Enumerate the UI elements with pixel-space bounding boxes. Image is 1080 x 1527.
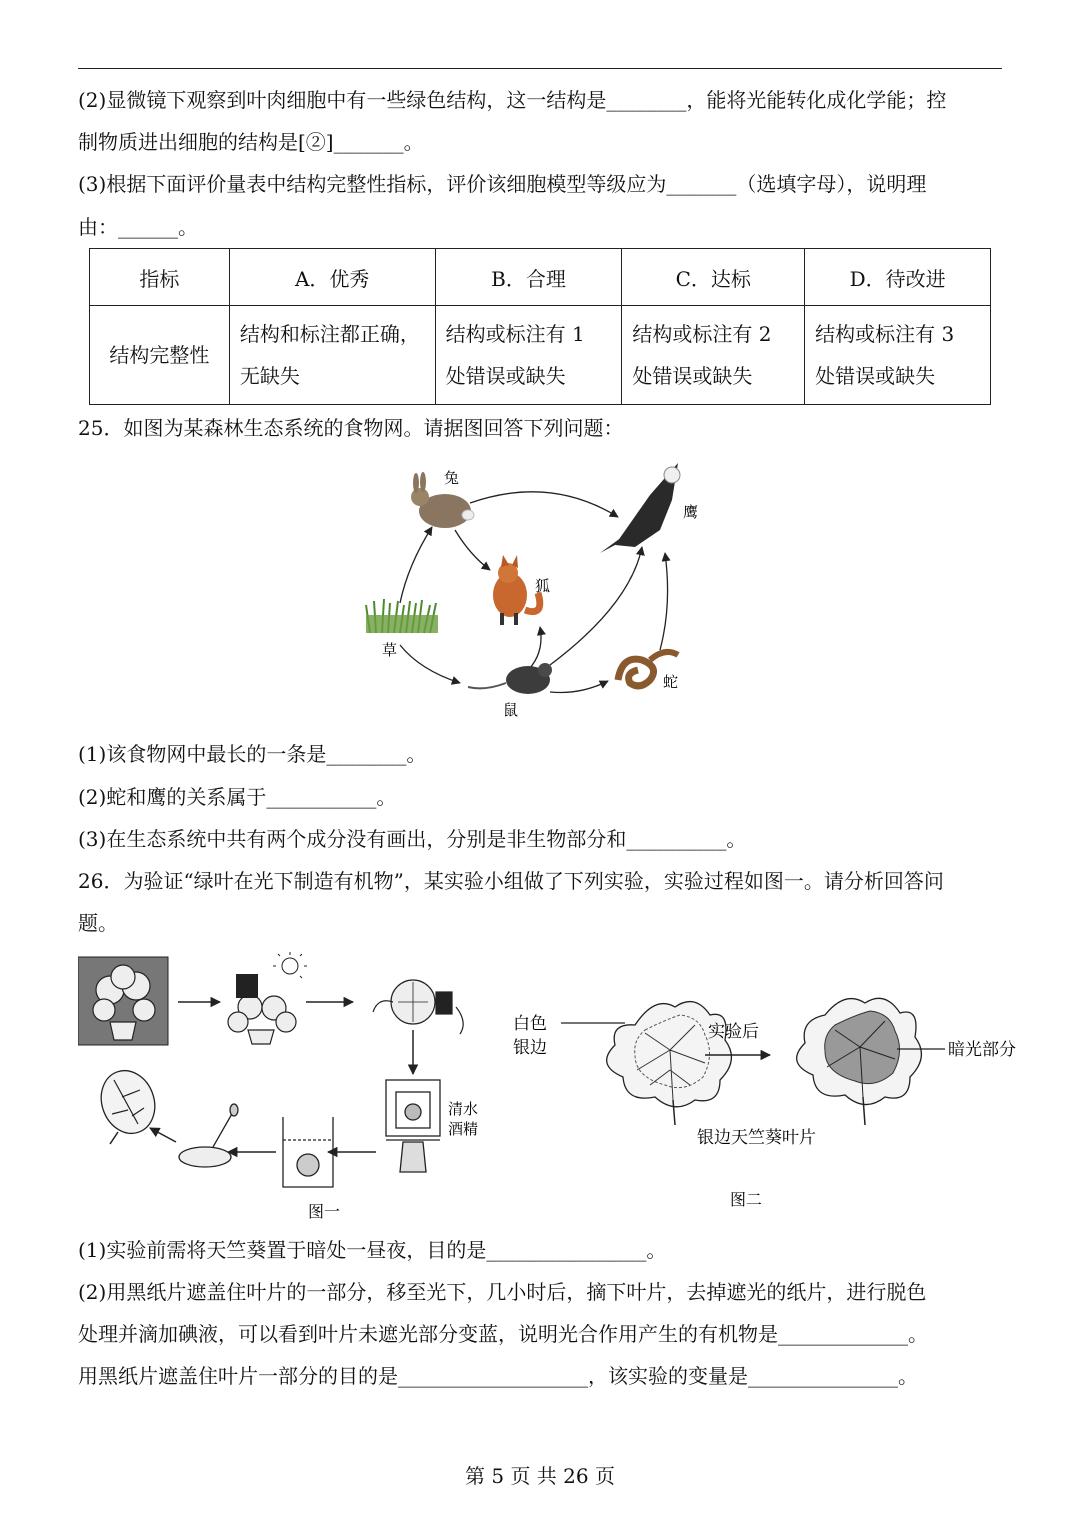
q25-q1: (1)该食物网中最长的一条是________。 (78, 742, 427, 766)
q24-line-4: 由：______。 (78, 215, 198, 239)
q24-line-1: (2)显微镜下观察到叶肉细胞中有一些绿色结构，这一结构是________，能将光能转化成化学能；控 (78, 88, 947, 112)
rubric-header-c: C．达标 (622, 249, 805, 306)
figure-2-variegated-leaf (505, 985, 1030, 1215)
q26-q2-line-1: (2)用黑纸片遮盖住叶片的一部分，移至光下，几小时后，摘下叶片，去掉遮光的纸片，进行脱色 (78, 1280, 927, 1304)
q26-stem-line-2: 题。 (78, 911, 118, 935)
mouse-label: 鼠 (503, 701, 519, 719)
arrow-grass-rabbit (400, 527, 432, 603)
rabbit-icon (411, 472, 474, 528)
arrow-grass-mouse (400, 645, 460, 683)
sunlight-plant-icon (228, 952, 307, 1044)
rubric-cell-b: 结构或标注有 1 处错误或缺失 (435, 306, 622, 405)
q26-q1: (1)实验前需将天竺葵置于暗处一昼夜，目的是________________。 (78, 1238, 667, 1262)
q24-line-2: 制物质进出细胞的结构是[②]_______。 (78, 130, 424, 154)
rubric-row-label: 结构完整性 (90, 306, 230, 405)
eagle-icon (600, 463, 680, 553)
arrow-mouse-snake (550, 681, 608, 693)
leaf-after-icon (797, 998, 922, 1125)
q26-q2-line-2: 处理并滴加碘液，可以看到叶片未遮光部分变蓝，说明光合作用产生的有机物是_____________。 (78, 1322, 928, 1346)
iodine-drop-icon (179, 1104, 238, 1167)
arrow-snake-eagle (660, 553, 668, 650)
result-leaf-icon (93, 1063, 164, 1144)
leaf-picking-icon (373, 980, 463, 1034)
arrow-mouse-eagle (550, 547, 642, 665)
page-footer: 第 5 页 共 26 页 (465, 1464, 615, 1488)
q26-q2-line-3: 用黑纸片遮盖住叶片一部分的目的是___________________，该实验的变量是_______________。 (78, 1364, 918, 1388)
alcohol-label: 酒精 (448, 1120, 479, 1138)
eagle-label: 鹰 (683, 503, 699, 521)
rubric-header-indicator: 指标 (90, 249, 230, 306)
food-web-diagram (360, 455, 720, 720)
fox-icon (493, 555, 540, 625)
grass-label: 草 (382, 641, 398, 659)
rubric-header-row (90, 249, 991, 306)
figure-1-experiment-process (78, 952, 488, 1227)
water-label: 清水 (448, 1100, 479, 1118)
q25-stem: 25．如图为某森林生态系统的食物网。请据图回答下列问题： (78, 416, 624, 440)
after-experiment-label: 实验后 (708, 1022, 759, 1042)
q24-line-3: (3)根据下面评价量表中结构完整性指标，评价该细胞模型等级应为_______（选填字母），说明理 (78, 172, 927, 196)
rubric-cell-a: 结构和标注都正确， 无缺失 (229, 306, 435, 405)
water-bath-alcohol-icon (386, 1080, 440, 1172)
evaluation-rubric-table (89, 248, 991, 405)
leaf-name-label: 银边天竺葵叶片 (697, 1128, 816, 1148)
rubric-header-d: D．待改进 (805, 249, 991, 306)
q26-stem-line-1: 26．为验证“绿叶在光下制造有机物”，某实验小组做了下列实验，实验过程如图一。请分析回答问 (78, 869, 944, 893)
q25-q3: (3)在生态系统中共有两个成分没有画出，分别是非生物部分和__________。 (78, 827, 747, 851)
q25-q2: (2)蛇和鹰的关系属于___________。 (78, 785, 397, 809)
rubric-row-structure (90, 306, 991, 405)
figure-1-caption: 图一 (308, 1202, 341, 1221)
dark-part-label: 暗光部分 (948, 1040, 1016, 1060)
snake-label: 蛇 (663, 673, 679, 691)
arrow-rabbit-fox (455, 530, 490, 570)
leaf-before-icon (607, 1002, 732, 1125)
arrow-rabbit-eagle (470, 492, 618, 517)
rubric-header-b: B．合理 (435, 249, 622, 306)
dark-box-plant-icon (78, 957, 168, 1045)
rubric-header-a: A．优秀 (229, 249, 435, 306)
header-rule (78, 68, 1002, 69)
white-edge-label-2: 银边 (513, 1038, 547, 1058)
rubric-cell-c: 结构或标注有 2 处错误或缺失 (622, 306, 805, 405)
rabbit-label: 兔 (444, 469, 460, 487)
mouse-icon (468, 663, 552, 694)
rubric-cell-d: 结构或标注有 3 处错误或缺失 (805, 306, 991, 405)
grass-icon (366, 599, 438, 633)
beaker-rinse-icon (283, 1117, 333, 1187)
fox-label: 狐 (535, 577, 551, 595)
figure-2-caption: 图二 (730, 1190, 763, 1209)
white-edge-label-1: 白色 (513, 1014, 547, 1034)
